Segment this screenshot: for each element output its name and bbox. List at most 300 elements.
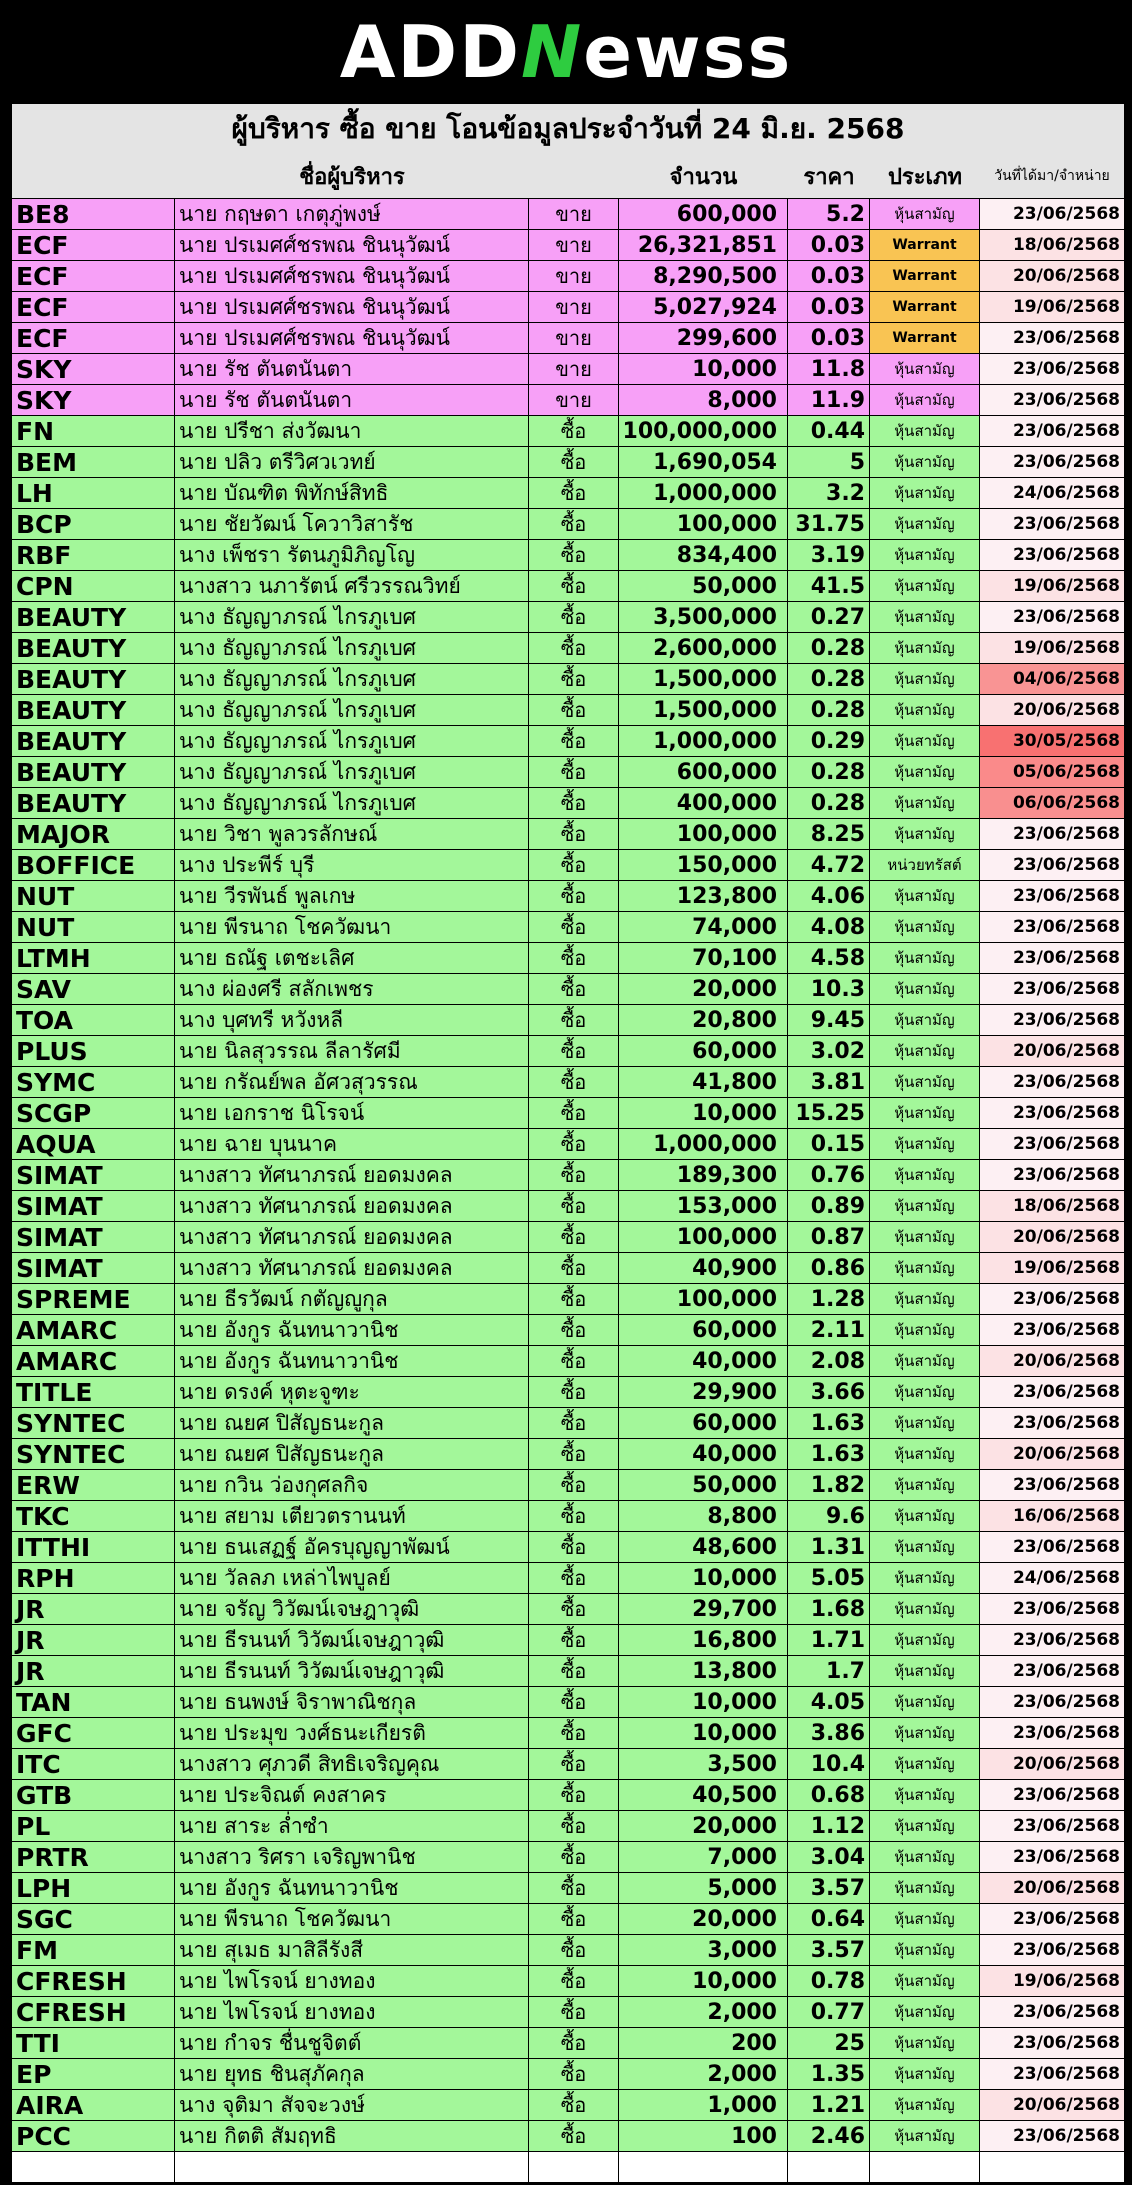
table-row bbox=[12, 1253, 1124, 1284]
quantity-cell: 40,500 bbox=[619, 1780, 788, 1810]
price-cell: 1.68 bbox=[788, 1594, 870, 1624]
table-row bbox=[12, 509, 1124, 540]
quantity-cell: 600,000 bbox=[619, 199, 788, 229]
date-cell: 23/06/2568 bbox=[980, 1408, 1124, 1438]
price-cell: 5.2 bbox=[788, 199, 870, 229]
type-cell: หุ้นสามัญ bbox=[870, 571, 980, 601]
table-row bbox=[12, 540, 1124, 571]
type-cell: หุ้นสามัญ bbox=[870, 509, 980, 539]
symbol-cell: SKY bbox=[12, 385, 175, 415]
quantity-cell: 13,800 bbox=[619, 1656, 788, 1686]
header-type: ประเภท bbox=[887, 164, 963, 190]
date-cell: 23/06/2568 bbox=[980, 354, 1124, 384]
action-cell: ขาย bbox=[529, 323, 619, 353]
price-cell: 25 bbox=[788, 2028, 870, 2058]
action-cell: ซื้อ bbox=[529, 1439, 619, 1469]
quantity-cell: 3,500 bbox=[619, 1749, 788, 1779]
quantity-cell: 10,000 bbox=[619, 1098, 788, 1128]
table-row bbox=[12, 1439, 1124, 1470]
name-cell: นาย ปรเมศศ์ชรพณ ชินนุวัฒน์ bbox=[175, 230, 529, 260]
name-cell: นาย ไพโรจน์ ยางทอง bbox=[175, 1997, 529, 2027]
quantity-cell: 40,900 bbox=[619, 1253, 788, 1283]
type-cell: หุ้นสามัญ bbox=[870, 1780, 980, 1810]
date-cell: 05/06/2568 bbox=[980, 757, 1124, 787]
quantity-cell: 50,000 bbox=[619, 1470, 788, 1500]
action-cell: ซื้อ bbox=[529, 1718, 619, 1748]
action-cell: ซื้อ bbox=[529, 1501, 619, 1531]
type-cell: หุ้นสามัญ bbox=[870, 1377, 980, 1407]
table-row bbox=[12, 1594, 1124, 1625]
name-cell: นาง ประพีร์ บุรี bbox=[175, 850, 529, 880]
type-cell: Warrant bbox=[870, 323, 980, 353]
symbol-cell: SKY bbox=[12, 354, 175, 384]
action-cell: ซื้อ bbox=[529, 2059, 619, 2089]
action-cell: ซื้อ bbox=[529, 1656, 619, 1686]
table-row bbox=[12, 2059, 1124, 2090]
price-cell: 0.28 bbox=[788, 757, 870, 787]
name-cell: นาง ธัญญาภรณ์ ไกรภูเบศ bbox=[175, 726, 529, 756]
name-cell: นาย ปรีชา ส่งวัฒนา bbox=[175, 416, 529, 446]
quantity-cell: 5,000 bbox=[619, 1873, 788, 1903]
name-cell: นาย ไพโรจน์ ยางทอง bbox=[175, 1966, 529, 1996]
date-cell: 20/06/2568 bbox=[980, 1036, 1124, 1066]
action-cell: ขาย bbox=[529, 199, 619, 229]
symbol-cell: ECF bbox=[12, 230, 175, 260]
type-cell: หุ้นสามัญ bbox=[870, 726, 980, 756]
action-cell: ซื้อ bbox=[529, 602, 619, 632]
date-cell: 23/06/2568 bbox=[980, 881, 1124, 911]
price-cell: 1.12 bbox=[788, 1811, 870, 1841]
price-cell: 1.35 bbox=[788, 2059, 870, 2089]
name-cell: นาง จุติมา สัจจะวงษ์ bbox=[175, 2090, 529, 2120]
quantity-cell: 123,800 bbox=[619, 881, 788, 911]
symbol-cell: TTI bbox=[12, 2028, 175, 2058]
date-cell: 19/06/2568 bbox=[980, 292, 1124, 322]
date-cell: 16/06/2568 bbox=[980, 1501, 1124, 1531]
table-row bbox=[12, 1811, 1124, 1842]
symbol-cell: AIRA bbox=[12, 2090, 175, 2120]
action-cell: ซื้อ bbox=[529, 1532, 619, 1562]
name-cell: นางสาว ทัศนาภรณ์ ยอดมงคล bbox=[175, 1253, 529, 1283]
type-cell: หุ้นสามัญ bbox=[870, 1842, 980, 1872]
symbol-cell: LTMH bbox=[12, 943, 175, 973]
quantity-cell: 200 bbox=[619, 2028, 788, 2058]
date-cell: 23/06/2568 bbox=[980, 540, 1124, 570]
table-row bbox=[12, 1346, 1124, 1377]
price-cell: 0.28 bbox=[788, 788, 870, 818]
name-cell: นาย เอกราช นิโรจน์ bbox=[175, 1098, 529, 1128]
symbol-cell: TAN bbox=[12, 1687, 175, 1717]
table-row bbox=[12, 323, 1124, 354]
date-cell: 23/06/2568 bbox=[980, 2059, 1124, 2089]
action-cell: ซื้อ bbox=[529, 1129, 619, 1159]
table-row bbox=[12, 974, 1124, 1005]
action-cell: ซื้อ bbox=[529, 1842, 619, 1872]
quantity-cell: 10,000 bbox=[619, 1687, 788, 1717]
price-cell: 10.3 bbox=[788, 974, 870, 1004]
type-cell: หุ้นสามัญ bbox=[870, 1160, 980, 1190]
quantity-cell: 10,000 bbox=[619, 1718, 788, 1748]
date-cell: 18/06/2568 bbox=[980, 230, 1124, 260]
symbol-cell: RBF bbox=[12, 540, 175, 570]
name-cell: นาย ฉาย บุนนาค bbox=[175, 1129, 529, 1159]
price-cell: 0.03 bbox=[788, 292, 870, 322]
date-cell: 23/06/2568 bbox=[980, 912, 1124, 942]
symbol-cell: SYNTEC bbox=[12, 1439, 175, 1469]
action-cell: ซื้อ bbox=[529, 478, 619, 508]
type-cell: หุ้นสามัญ bbox=[870, 1749, 980, 1779]
price-cell: 0.28 bbox=[788, 633, 870, 663]
table-header bbox=[12, 154, 1124, 199]
name-cell: นาย ธณัฐ เตชะเลิศ bbox=[175, 943, 529, 973]
action-cell: ซื้อ bbox=[529, 1377, 619, 1407]
action-cell: ซื้อ bbox=[529, 1687, 619, 1717]
header-date: วันที่ได้มา/จำหน่าย bbox=[994, 168, 1110, 184]
date-cell: 23/06/2568 bbox=[980, 1594, 1124, 1624]
action-cell: ซื้อ bbox=[529, 1346, 619, 1376]
quantity-cell: 50,000 bbox=[619, 571, 788, 601]
action-cell: ซื้อ bbox=[529, 1935, 619, 1965]
table-row bbox=[12, 1904, 1124, 1935]
price-cell: 0.78 bbox=[788, 1966, 870, 1996]
price-cell: 0.86 bbox=[788, 1253, 870, 1283]
quantity-cell: 299,600 bbox=[619, 323, 788, 353]
quantity-cell: 20,000 bbox=[619, 1904, 788, 1934]
action-cell: ซื้อ bbox=[529, 633, 619, 663]
symbol-cell: BEM bbox=[12, 447, 175, 477]
date-cell: 19/06/2568 bbox=[980, 1966, 1124, 1996]
symbol-cell: PRTR bbox=[12, 1842, 175, 1872]
name-cell: นาย วัลลภ เหล่าไพบูลย์ bbox=[175, 1563, 529, 1593]
price-cell: 15.25 bbox=[788, 1098, 870, 1128]
price-cell: 1.21 bbox=[788, 2090, 870, 2120]
price-cell: 0.28 bbox=[788, 695, 870, 725]
price-cell: 3.04 bbox=[788, 1842, 870, 1872]
price-cell: 0.27 bbox=[788, 602, 870, 632]
date-cell: 23/06/2568 bbox=[980, 819, 1124, 849]
action-cell: ขาย bbox=[529, 354, 619, 384]
type-cell: หุ้นสามัญ bbox=[870, 757, 980, 787]
quantity-cell: 1,000,000 bbox=[619, 726, 788, 756]
name-cell: นางสาว ทัศนาภรณ์ ยอดมงคล bbox=[175, 1191, 529, 1221]
price-cell: 4.58 bbox=[788, 943, 870, 973]
symbol-cell: JR bbox=[12, 1625, 175, 1655]
action-cell: ซื้อ bbox=[529, 416, 619, 446]
quantity-cell: 8,000 bbox=[619, 385, 788, 415]
name-cell: นาย ปรเมศศ์ชรพณ ชินนุวัฒน์ bbox=[175, 323, 529, 353]
type-cell: หุ้นสามัญ bbox=[870, 1253, 980, 1283]
name-cell: นาย วีรพันธ์ พูลเกษ bbox=[175, 881, 529, 911]
price-cell: 8.25 bbox=[788, 819, 870, 849]
price-cell: 1.63 bbox=[788, 1408, 870, 1438]
table-row bbox=[12, 478, 1124, 509]
table-row bbox=[12, 1191, 1124, 1222]
action-cell: ซื้อ bbox=[529, 1966, 619, 1996]
trades-table-body bbox=[12, 199, 1124, 2183]
action-cell: ซื้อ bbox=[529, 1160, 619, 1190]
name-cell: นาง ธัญญาภรณ์ ไกรภูเบศ bbox=[175, 664, 529, 694]
quantity-cell: 2,600,000 bbox=[619, 633, 788, 663]
type-cell: หุ้นสามัญ bbox=[870, 354, 980, 384]
table-row bbox=[12, 1098, 1124, 1129]
symbol-cell: SGC bbox=[12, 1904, 175, 1934]
action-cell: ซื้อ bbox=[529, 974, 619, 1004]
quantity-cell: 60,000 bbox=[619, 1036, 788, 1066]
name-cell: นาย วิชา พูลวรลักษณ์ bbox=[175, 819, 529, 849]
quantity-cell: 26,321,851 bbox=[619, 230, 788, 260]
date-cell: 23/06/2568 bbox=[980, 416, 1124, 446]
date-cell: 23/06/2568 bbox=[980, 1067, 1124, 1097]
date-cell: 23/06/2568 bbox=[980, 1470, 1124, 1500]
quantity-cell: 100 bbox=[619, 2121, 788, 2151]
date-cell: 06/06/2568 bbox=[980, 788, 1124, 818]
name-cell: นาย สุเมธ มาสิลีรังสี bbox=[175, 1935, 529, 1965]
symbol-cell: EP bbox=[12, 2059, 175, 2089]
table-row bbox=[12, 2090, 1124, 2121]
type-cell: หุ้นสามัญ bbox=[870, 1904, 980, 1934]
type-cell: หุ้นสามัญ bbox=[870, 1315, 980, 1345]
date-cell: 19/06/2568 bbox=[980, 571, 1124, 601]
symbol-cell: SIMAT bbox=[12, 1191, 175, 1221]
logo-text-n: N bbox=[520, 10, 584, 94]
table-row bbox=[12, 2028, 1124, 2059]
date-cell: 19/06/2568 bbox=[980, 633, 1124, 663]
table-row bbox=[12, 447, 1124, 478]
table-row bbox=[12, 1563, 1124, 1594]
table-row bbox=[12, 1625, 1124, 1656]
type-cell: หุ้นสามัญ bbox=[870, 2090, 980, 2120]
type-cell: หุ้นสามัญ bbox=[870, 1811, 980, 1841]
price-cell: 0.68 bbox=[788, 1780, 870, 1810]
action-cell: ซื้อ bbox=[529, 912, 619, 942]
type-cell: หุ้นสามัญ bbox=[870, 478, 980, 508]
price-cell: 5.05 bbox=[788, 1563, 870, 1593]
price-cell: 1.71 bbox=[788, 1625, 870, 1655]
date-cell: 23/06/2568 bbox=[980, 1625, 1124, 1655]
action-cell: ซื้อ bbox=[529, 1005, 619, 1035]
date-cell: 23/06/2568 bbox=[980, 974, 1124, 1004]
price-cell: 10.4 bbox=[788, 1749, 870, 1779]
table-row bbox=[12, 1780, 1124, 1811]
type-cell: หุ้นสามัญ bbox=[870, 1594, 980, 1624]
type-cell: หุ้นสามัญ bbox=[870, 664, 980, 694]
type-cell: หุ้นสามัญ bbox=[870, 881, 980, 911]
quantity-cell: 3,500,000 bbox=[619, 602, 788, 632]
table-row bbox=[12, 819, 1124, 850]
table-row bbox=[12, 850, 1124, 881]
empty-cell bbox=[529, 2152, 619, 2182]
date-cell: 23/06/2568 bbox=[980, 447, 1124, 477]
price-cell: 0.03 bbox=[788, 230, 870, 260]
date-cell: 20/06/2568 bbox=[980, 695, 1124, 725]
name-cell: นาง ธัญญาภรณ์ ไกรภูเบศ bbox=[175, 602, 529, 632]
logo-text-add: ADD bbox=[339, 10, 521, 94]
action-cell: ซื้อ bbox=[529, 788, 619, 818]
symbol-cell: PL bbox=[12, 1811, 175, 1841]
empty-cell bbox=[980, 2152, 1124, 2182]
type-cell: Warrant bbox=[870, 230, 980, 260]
table-row bbox=[12, 1873, 1124, 1904]
quantity-cell: 2,000 bbox=[619, 1997, 788, 2027]
date-cell: 23/06/2568 bbox=[980, 1377, 1124, 1407]
type-cell: หุ้นสามัญ bbox=[870, 943, 980, 973]
symbol-cell: TOA bbox=[12, 1005, 175, 1035]
date-cell: 23/06/2568 bbox=[980, 1997, 1124, 2027]
quantity-cell: 100,000 bbox=[619, 509, 788, 539]
date-cell: 20/06/2568 bbox=[980, 1346, 1124, 1376]
symbol-cell: LH bbox=[12, 478, 175, 508]
table-row bbox=[12, 199, 1124, 230]
name-cell: นาย ประมุข วงศ์ธนะเกียรติ bbox=[175, 1718, 529, 1748]
type-cell: หุ้นสามัญ bbox=[870, 1532, 980, 1562]
price-cell: 3.57 bbox=[788, 1873, 870, 1903]
addnewss-logo bbox=[339, 10, 793, 94]
type-cell: หุ้นสามัญ bbox=[870, 1687, 980, 1717]
quantity-cell: 29,900 bbox=[619, 1377, 788, 1407]
symbol-cell: BOFFICE bbox=[12, 850, 175, 880]
date-cell: 23/06/2568 bbox=[980, 850, 1124, 880]
price-cell: 11.9 bbox=[788, 385, 870, 415]
quantity-cell: 7,000 bbox=[619, 1842, 788, 1872]
action-cell: ซื้อ bbox=[529, 1253, 619, 1283]
date-cell: 23/06/2568 bbox=[980, 1718, 1124, 1748]
type-cell: หุ้นสามัญ bbox=[870, 1222, 980, 1252]
table-row bbox=[12, 1284, 1124, 1315]
symbol-cell: SYNTEC bbox=[12, 1408, 175, 1438]
symbol-cell: AMARC bbox=[12, 1346, 175, 1376]
action-cell: ซื้อ bbox=[529, 1873, 619, 1903]
name-cell: นาย ยุทธ ชินสุภัคกุล bbox=[175, 2059, 529, 2089]
action-cell: ซื้อ bbox=[529, 1625, 619, 1655]
price-cell: 3.81 bbox=[788, 1067, 870, 1097]
symbol-cell: JR bbox=[12, 1594, 175, 1624]
action-cell: ซื้อ bbox=[529, 1594, 619, 1624]
price-cell: 3.66 bbox=[788, 1377, 870, 1407]
action-cell: ซื้อ bbox=[529, 850, 619, 880]
action-cell: ซื้อ bbox=[529, 1904, 619, 1934]
action-cell: ซื้อ bbox=[529, 1811, 619, 1841]
date-cell: 23/06/2568 bbox=[980, 602, 1124, 632]
page-title: ผู้บริหาร ซื้อ ขาย โอนข้อมูลประจำวันที่ 24 มิ.ย. 2568 bbox=[12, 104, 1124, 154]
price-cell: 0.76 bbox=[788, 1160, 870, 1190]
name-cell: นางสาว นภารัตน์ ศรีวรรณวิทย์ bbox=[175, 571, 529, 601]
name-cell: นาย พีรนาถ โชควัฒนา bbox=[175, 912, 529, 942]
price-cell: 2.08 bbox=[788, 1346, 870, 1376]
type-cell: หุ้นสามัญ bbox=[870, 1067, 980, 1097]
type-cell: หุ้นสามัญ bbox=[870, 1501, 980, 1531]
date-cell: 23/06/2568 bbox=[980, 1098, 1124, 1128]
quantity-cell: 20,000 bbox=[619, 974, 788, 1004]
action-cell: ซื้อ bbox=[529, 2028, 619, 2058]
action-cell: ซื้อ bbox=[529, 1997, 619, 2027]
name-cell: นาย ธีรนนท์ วิวัฒน์เจษฎาวุฒิ bbox=[175, 1656, 529, 1686]
action-cell: ซื้อ bbox=[529, 1408, 619, 1438]
quantity-cell: 8,800 bbox=[619, 1501, 788, 1531]
name-cell: นาย ธนเสฏฐ์ อัครบุญญาพัฒน์ bbox=[175, 1532, 529, 1562]
empty-cell bbox=[788, 2152, 870, 2182]
table-row bbox=[12, 1129, 1124, 1160]
price-cell: 0.03 bbox=[788, 261, 870, 291]
type-cell: หุ้นสามัญ bbox=[870, 1997, 980, 2027]
type-cell: หุ้นสามัญ bbox=[870, 1129, 980, 1159]
table-row bbox=[12, 1408, 1124, 1439]
table-row bbox=[12, 1036, 1124, 1067]
type-cell: หุ้นสามัญ bbox=[870, 1718, 980, 1748]
quantity-cell: 3,000 bbox=[619, 1935, 788, 1965]
table-row bbox=[12, 1160, 1124, 1191]
quantity-cell: 5,027,924 bbox=[619, 292, 788, 322]
table-row bbox=[12, 912, 1124, 943]
price-cell: 0.28 bbox=[788, 664, 870, 694]
quantity-cell: 8,290,500 bbox=[619, 261, 788, 291]
table-row bbox=[12, 1532, 1124, 1563]
price-cell: 3.2 bbox=[788, 478, 870, 508]
symbol-cell: BEAUTY bbox=[12, 788, 175, 818]
name-cell: นาง บุศทรี หวังหลี bbox=[175, 1005, 529, 1035]
symbol-cell: JR bbox=[12, 1656, 175, 1686]
table-row bbox=[12, 1997, 1124, 2028]
date-cell: 23/06/2568 bbox=[980, 2121, 1124, 2151]
table-row bbox=[12, 633, 1124, 664]
symbol-cell: GFC bbox=[12, 1718, 175, 1748]
name-cell: นาย ปรเมศศ์ชรพณ ชินนุวัฒน์ bbox=[175, 261, 529, 291]
symbol-cell: CFRESH bbox=[12, 1997, 175, 2027]
symbol-cell: NUT bbox=[12, 881, 175, 911]
price-cell: 0.44 bbox=[788, 416, 870, 446]
name-cell: นาย รัช ตันตนันตา bbox=[175, 385, 529, 415]
table-row bbox=[12, 1067, 1124, 1098]
name-cell: นาย ณยศ ปิสัญธนะกูล bbox=[175, 1439, 529, 1469]
table-row bbox=[12, 695, 1124, 726]
type-cell: หุ้นสามัญ bbox=[870, 540, 980, 570]
type-cell: หุ้นสามัญ bbox=[870, 199, 980, 229]
price-cell: 5 bbox=[788, 447, 870, 477]
quantity-cell: 1,500,000 bbox=[619, 695, 788, 725]
symbol-cell: SPREME bbox=[12, 1284, 175, 1314]
quantity-cell: 40,000 bbox=[619, 1346, 788, 1376]
price-cell: 3.57 bbox=[788, 1935, 870, 1965]
name-cell: นาย ธนพงษ์ จิราพาณิชกุล bbox=[175, 1687, 529, 1717]
action-cell: ซื้อ bbox=[529, 1191, 619, 1221]
price-cell: 1.28 bbox=[788, 1284, 870, 1314]
date-cell: 23/06/2568 bbox=[980, 1780, 1124, 1810]
table-row bbox=[12, 1656, 1124, 1687]
price-cell: 1.82 bbox=[788, 1470, 870, 1500]
symbol-cell: ECF bbox=[12, 261, 175, 291]
quantity-cell: 29,700 bbox=[619, 1594, 788, 1624]
price-cell: 0.89 bbox=[788, 1191, 870, 1221]
quantity-cell: 600,000 bbox=[619, 757, 788, 787]
table-row bbox=[12, 2121, 1124, 2152]
quantity-cell: 100,000 bbox=[619, 1284, 788, 1314]
table-row bbox=[12, 664, 1124, 695]
date-cell: 23/06/2568 bbox=[980, 1904, 1124, 1934]
date-cell: 23/06/2568 bbox=[980, 943, 1124, 973]
price-cell: 2.46 bbox=[788, 2121, 870, 2151]
price-cell: 4.05 bbox=[788, 1687, 870, 1717]
date-cell: 19/06/2568 bbox=[980, 1253, 1124, 1283]
quantity-cell: 100,000 bbox=[619, 819, 788, 849]
symbol-cell: ECF bbox=[12, 323, 175, 353]
table-row bbox=[12, 1718, 1124, 1749]
date-cell: 23/06/2568 bbox=[980, 1532, 1124, 1562]
table-row bbox=[12, 943, 1124, 974]
table-row bbox=[12, 385, 1124, 416]
name-cell: นาย กฤษดา เกตุภู่พงษ์ bbox=[175, 199, 529, 229]
table-row bbox=[12, 354, 1124, 385]
name-cell: นาง ธัญญาภรณ์ ไกรภูเบศ bbox=[175, 757, 529, 787]
symbol-cell: BCP bbox=[12, 509, 175, 539]
